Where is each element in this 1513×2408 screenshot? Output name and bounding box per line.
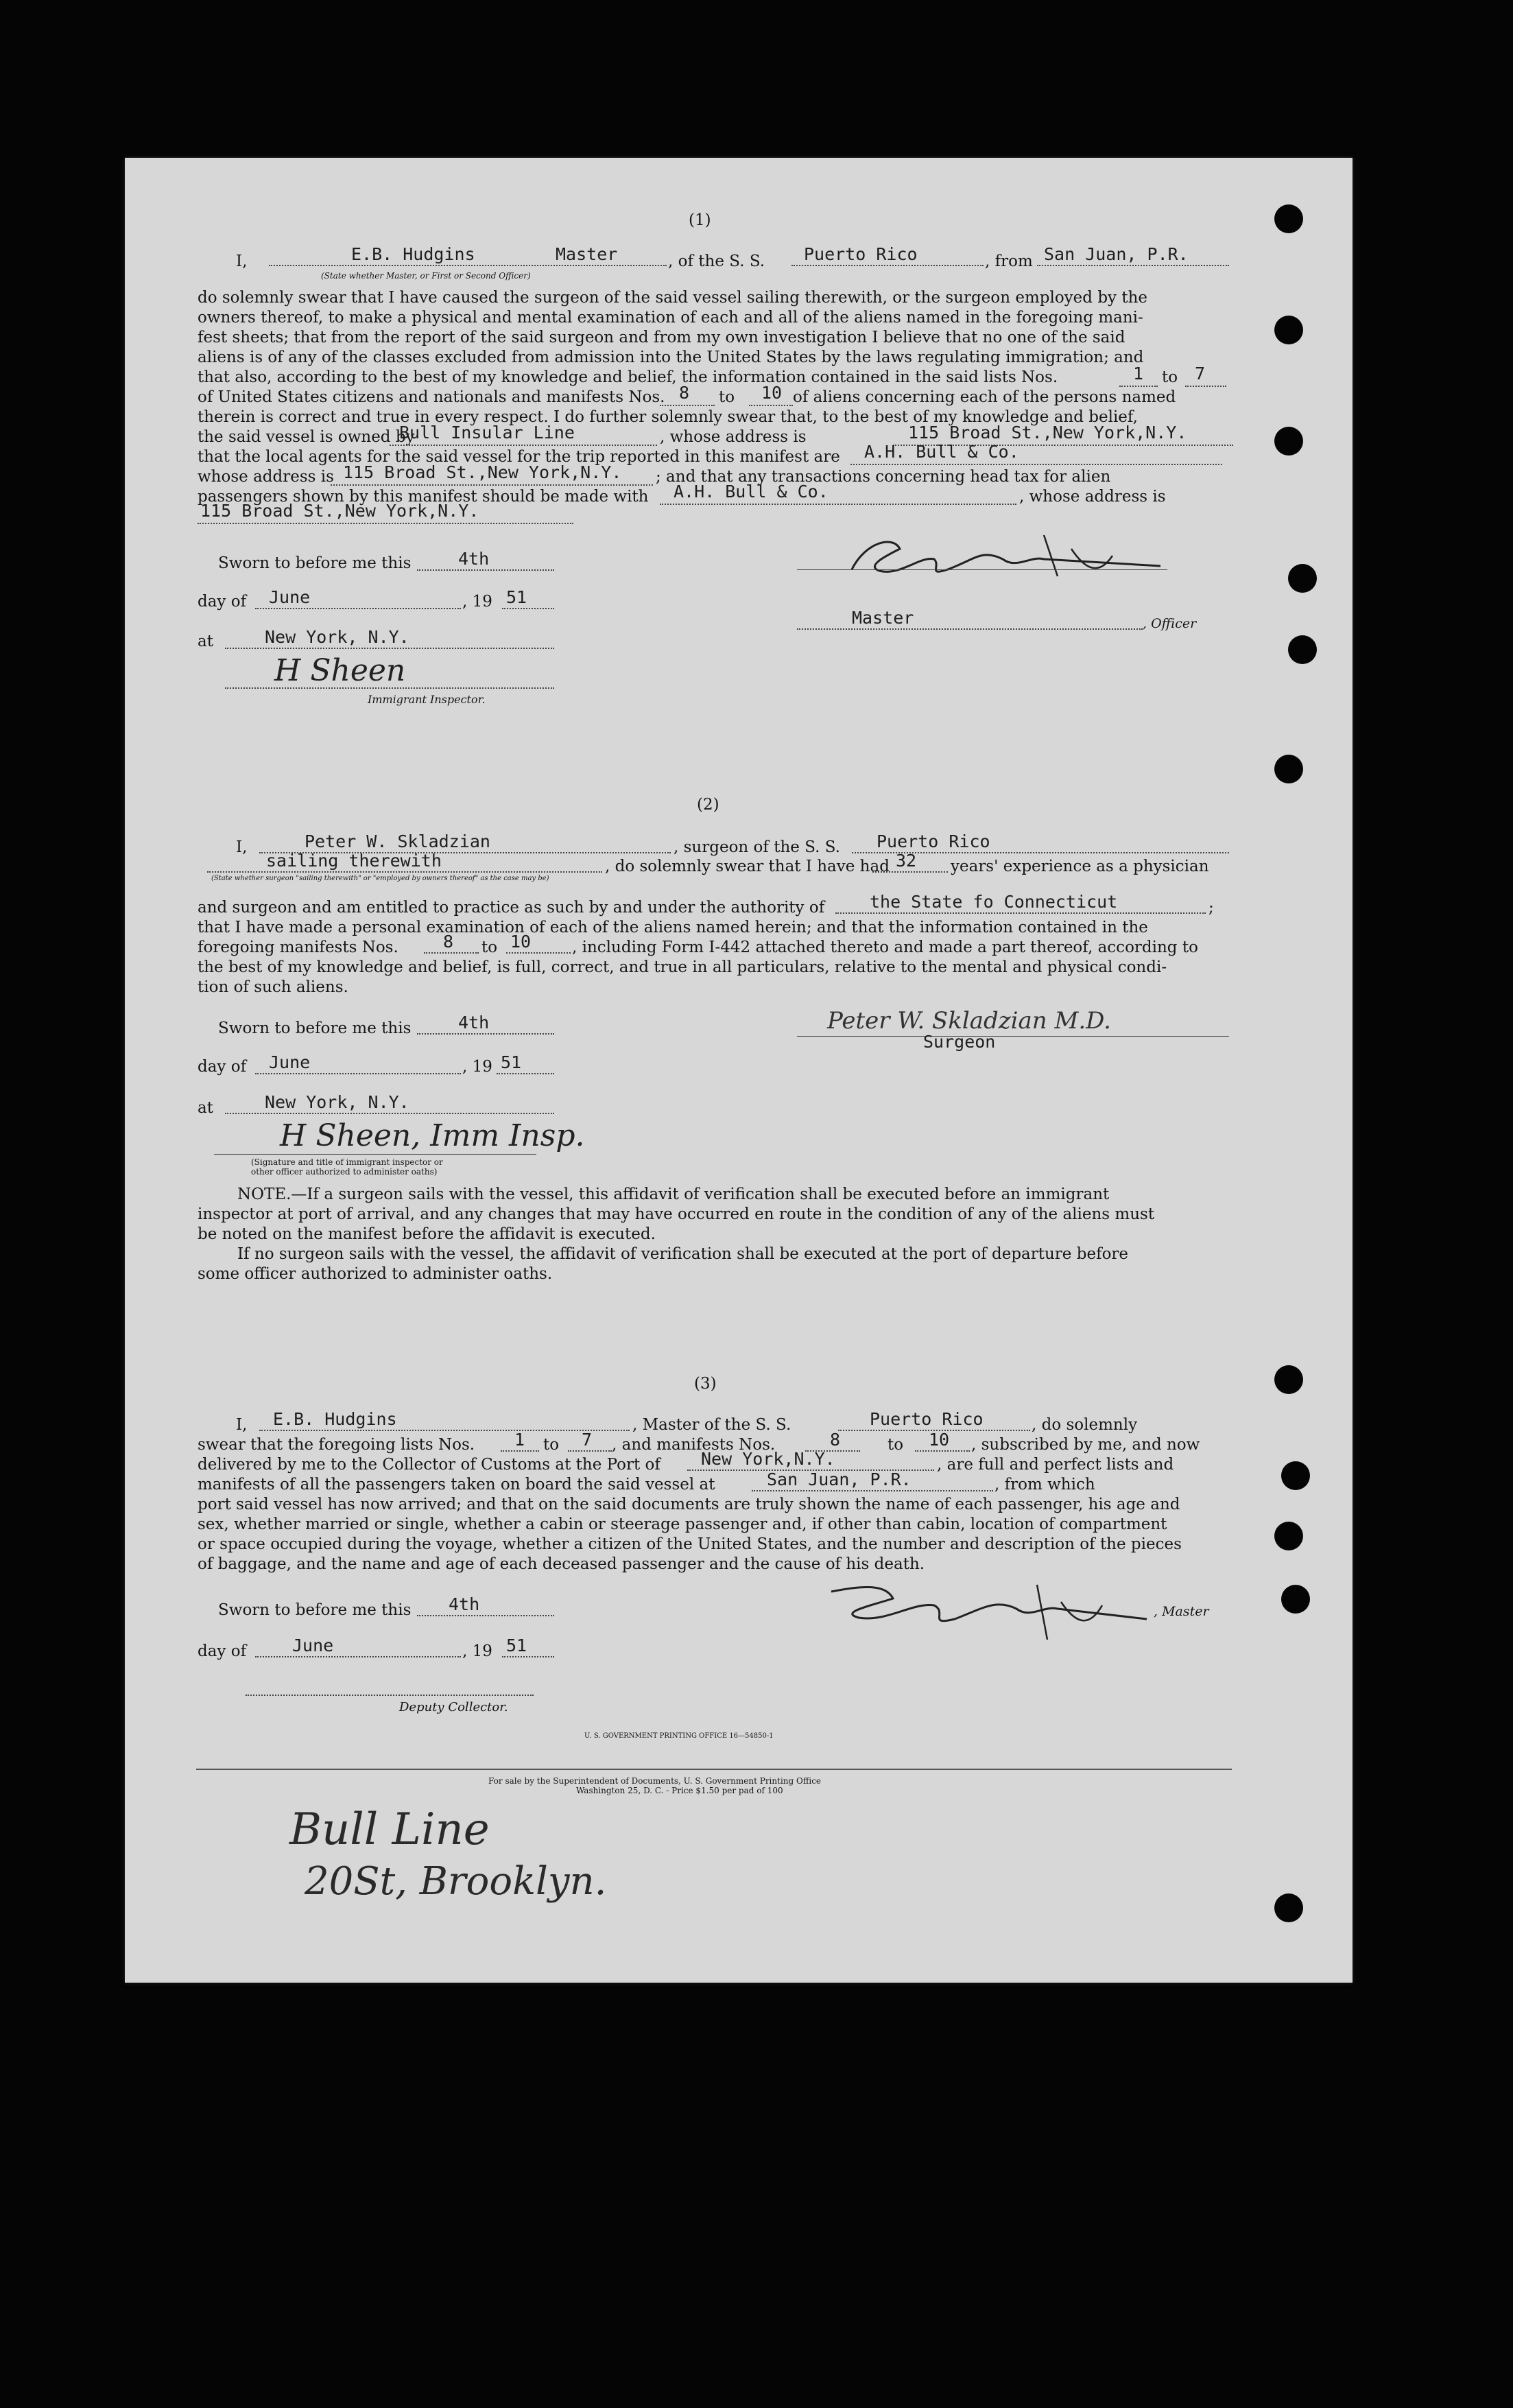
ship-name: Puerto Rico xyxy=(870,1409,984,1429)
text-line: , do solemnly xyxy=(1032,1416,1138,1434)
text-line: the best of my knowledge and belief, is full, correct, and true in all particulars, relative to the mental and physical condi- xyxy=(198,958,1167,976)
manifests-from: 8 xyxy=(443,932,454,952)
text-line: or space occupied during the voyage, whether a citizen of the United States, and the number and description of the pieces xyxy=(198,1535,1182,1553)
owner-address: 115 Broad St.,New York,N.Y. xyxy=(908,423,1187,442)
text-line: , including Form I-442 attached thereto and made a part thereof, according to xyxy=(572,939,1198,956)
note-text: be noted on the manifest before the affidavit is executed. xyxy=(198,1225,656,1243)
text-i: I, xyxy=(236,1416,248,1434)
text-line: , do solemnly swear that I have had xyxy=(605,858,890,875)
binder-hole xyxy=(1288,635,1317,664)
oath-text: do solemnly swear that I have caused the surgeon of the said vessel sailing therewith, or the surgeon employed by the owners thereof, to make a physical and mental examination of each and all of the aliens named in the foregoing mani- fest sheets; that from the report of the said surgeon and from my own investigation I believe that no one of the said aliens is of any of the classes excluded from admission into the United States by the laws regulating immigration; and xyxy=(198,289,1148,366)
sig-caption-1: (Signature and title of immigrant inspector or xyxy=(251,1157,443,1167)
manifests-to: 10 xyxy=(929,1430,950,1450)
head-tax-agent: A.H. Bull & Co. xyxy=(674,482,829,501)
master-rank: Master xyxy=(556,244,618,264)
sale-notice-1: For sale by the Superintendent of Documents, U. S. Government Printing Office xyxy=(488,1776,822,1786)
binder-hole xyxy=(1288,564,1317,593)
binder-hole xyxy=(1281,1461,1310,1490)
footer-rule xyxy=(196,1769,1232,1770)
text-line: therein is correct and true in every respect. I do further solemnly swear that, to the best of my knowledge and belief, xyxy=(198,408,1138,426)
inspector-caption: Immigrant Inspector. xyxy=(368,693,486,706)
label-of-ss: , of the S. S. xyxy=(668,252,765,270)
licensing-authority: the State fo Connecticut xyxy=(870,892,1118,912)
note-text: inspector at port of arrival, and any changes that may have occurred en route in the condition of any of the aliens must xyxy=(198,1205,1155,1223)
master-signature-graphic xyxy=(811,1571,1167,1646)
text-line: , surgeon of the S. S. xyxy=(674,838,840,856)
inspector-signature: H Sheen, Imm Insp. xyxy=(280,1118,585,1153)
officer-label: , Officer xyxy=(1143,616,1197,631)
label-to: to xyxy=(543,1436,560,1454)
label-to: to xyxy=(1162,368,1178,386)
text-line: swear that the foregoing lists Nos. xyxy=(198,1436,475,1454)
day-of-label: day of xyxy=(198,1642,247,1660)
text-line: delivered by me to the Collector of Customs at the Port of xyxy=(198,1456,660,1474)
text-line: manifests of all the passengers taken on board the said vessel at xyxy=(198,1476,715,1494)
section-number: (3) xyxy=(694,1375,717,1393)
text-i: I, xyxy=(236,838,248,856)
ship-name: Puerto Rico xyxy=(877,831,990,851)
text-line: , from which xyxy=(994,1476,1095,1494)
text-line: of baggage, and the name and age of each deceased passenger and the cause of his death. xyxy=(198,1555,925,1573)
text-line: , subscribed by me, and now xyxy=(971,1436,1200,1454)
text-line: years' experience as a physician xyxy=(951,858,1209,875)
sworn-label: Sworn to before me this xyxy=(218,554,412,572)
text-line: , and manifests Nos. xyxy=(612,1436,776,1454)
manifests-to: 10 xyxy=(761,383,783,403)
text-line: , Master of the S. S. xyxy=(632,1416,791,1434)
sworn-year: 51 xyxy=(506,1636,527,1655)
binder-hole xyxy=(1274,316,1303,344)
vessel-owner: Bull Insular Line xyxy=(399,423,575,442)
sworn-label: Sworn to before me this xyxy=(218,1601,412,1619)
head-tax-address: 115 Broad St.,New York,N.Y. xyxy=(200,501,479,521)
sale-notice-2: Washington 25, D. C. - Price $1.50 per pad of 100 xyxy=(576,1786,783,1795)
text-line: whose address is xyxy=(198,468,334,486)
port-of-boarding: San Juan, P.R. xyxy=(767,1469,912,1489)
surgeon-title: Surgeon xyxy=(923,1032,996,1052)
text-line: the said vessel is owned by xyxy=(198,428,415,446)
years-experience: 32 xyxy=(896,851,917,871)
lists-to: 7 xyxy=(1195,364,1206,383)
manifests-from: 8 xyxy=(830,1430,841,1450)
text-line: , are full and perfect lists and xyxy=(937,1456,1174,1474)
lists-to: 7 xyxy=(582,1430,593,1450)
master-signature-graphic xyxy=(838,528,1195,590)
manifest-page xyxy=(125,158,1353,1983)
at-label: at xyxy=(198,1099,213,1117)
lists-from: 1 xyxy=(514,1430,525,1450)
text-line: , whose address is xyxy=(1019,488,1166,506)
day-of-label: day of xyxy=(198,1058,247,1076)
note-text: If no surgeon sails with the vessel, the affidavit of verification shall be executed at the port of departure before xyxy=(237,1245,1129,1263)
day-of-label: day of xyxy=(198,593,247,611)
note-state-rank: (State whether Master, or First or Second Officer) xyxy=(321,271,531,281)
text-line: that I have made a personal examination of each of the aliens named herein; and that the information contained in the xyxy=(198,919,1148,936)
binder-hole xyxy=(1281,1585,1310,1614)
text-line: ; xyxy=(1208,899,1214,917)
master-name: E.B. Hudgins xyxy=(351,244,475,264)
text-line: tion of such aliens. xyxy=(198,978,348,996)
sworn-year: 51 xyxy=(501,1052,522,1072)
label-from: , from xyxy=(985,252,1033,270)
manifests-to: 10 xyxy=(510,932,532,952)
deputy-collector-label: Deputy Collector. xyxy=(399,1700,508,1714)
text-line: that the local agents for the said vessel for the trip reported in this manifest are xyxy=(198,448,840,466)
handwritten-note-line-1: Bull Line xyxy=(289,1804,490,1855)
binder-hole xyxy=(1274,427,1303,456)
text-i: I, xyxy=(236,252,248,270)
lists-from: 1 xyxy=(1133,364,1144,383)
label-to: to xyxy=(481,939,498,956)
master-title: Master xyxy=(852,608,914,628)
sworn-day: 4th xyxy=(458,549,490,569)
sig-caption-2: other officer authorized to administer oaths) xyxy=(251,1167,438,1177)
binder-hole xyxy=(1274,1522,1303,1550)
year-prefix: , 19 xyxy=(462,1058,492,1076)
surgeon-signature: Peter W. Skladzian M.D. xyxy=(827,1007,1111,1035)
sailing-status: sailing therewith xyxy=(266,851,442,871)
binder-hole xyxy=(1274,204,1303,233)
handwritten-note-line-2: 20St, Brooklyn. xyxy=(305,1859,607,1904)
binder-hole xyxy=(1274,1365,1303,1394)
text-line: and surgeon and am entitled to practice as such by and under the authority of xyxy=(198,899,825,917)
sworn-year: 51 xyxy=(506,587,527,607)
section-number: (2) xyxy=(697,796,719,814)
text-line: foregoing manifests Nos. xyxy=(198,939,398,956)
note-text: NOTE.—If a surgeon sails with the vessel, this affidavit of verification shall be executed before an immigrant xyxy=(237,1185,1110,1203)
sworn-month: June xyxy=(292,1636,334,1655)
text-line: of aliens concerning each of the persons named xyxy=(793,388,1176,406)
sworn-day: 4th xyxy=(449,1594,480,1614)
text-line: , whose address is xyxy=(660,428,807,446)
binder-hole xyxy=(1274,1893,1303,1922)
port-of-arrival: New York,N.Y. xyxy=(701,1449,835,1469)
local-agents: A.H. Bull & Co. xyxy=(864,442,1019,462)
label-to: to xyxy=(719,388,735,406)
manifests-from: 8 xyxy=(679,383,690,403)
sworn-day: 4th xyxy=(458,1013,490,1032)
sworn-month: June xyxy=(269,1052,311,1072)
master-name: E.B. Hudgins xyxy=(273,1409,397,1429)
note-sailing: (State whether surgeon "sailing therewith" or "employed by owners thereof" as the case may be) xyxy=(211,875,549,882)
inspector-signature: H Sheen xyxy=(274,653,406,688)
binder-hole xyxy=(1274,755,1303,783)
master-label: , Master xyxy=(1154,1604,1209,1619)
text-line: that also, according to the best of my knowledge and belief, the information contained in the said lists Nos. xyxy=(198,368,1058,386)
gpo-imprint: U. S. GOVERNMENT PRINTING OFFICE 16—54850-1 xyxy=(584,1732,774,1740)
text-line: ; and that any transactions concerning head tax for alien xyxy=(656,468,1111,486)
agents-address: 115 Broad St.,New York,N.Y. xyxy=(343,462,622,482)
at-label: at xyxy=(198,633,213,650)
ship-name: Puerto Rico xyxy=(804,244,918,264)
sworn-place: New York, N.Y. xyxy=(265,1092,409,1112)
text-line: port said vessel has now arrived; and that on the said documents are truly shown the name of each passenger, his age and xyxy=(198,1496,1180,1513)
year-prefix: , 19 xyxy=(462,593,492,611)
section-number: (1) xyxy=(689,211,711,229)
text-line: passengers shown by this manifest should be made with xyxy=(198,488,649,506)
surgeon-name: Peter W. Skladzian xyxy=(305,831,490,851)
from-port: San Juan, P.R. xyxy=(1044,244,1189,264)
label-to: to xyxy=(887,1436,904,1454)
text-line: sex, whether married or single, whether a cabin or steerage passenger and, if other than cabin, location of compartment xyxy=(198,1515,1167,1533)
sworn-month: June xyxy=(269,587,311,607)
note-text: some officer authorized to administer oaths. xyxy=(198,1265,553,1283)
sworn-label: Sworn to before me this xyxy=(218,1019,412,1037)
text-line: of United States citizens and nationals and manifests Nos. xyxy=(198,388,665,406)
sworn-place: New York, N.Y. xyxy=(265,627,409,647)
year-prefix: , 19 xyxy=(462,1642,492,1660)
